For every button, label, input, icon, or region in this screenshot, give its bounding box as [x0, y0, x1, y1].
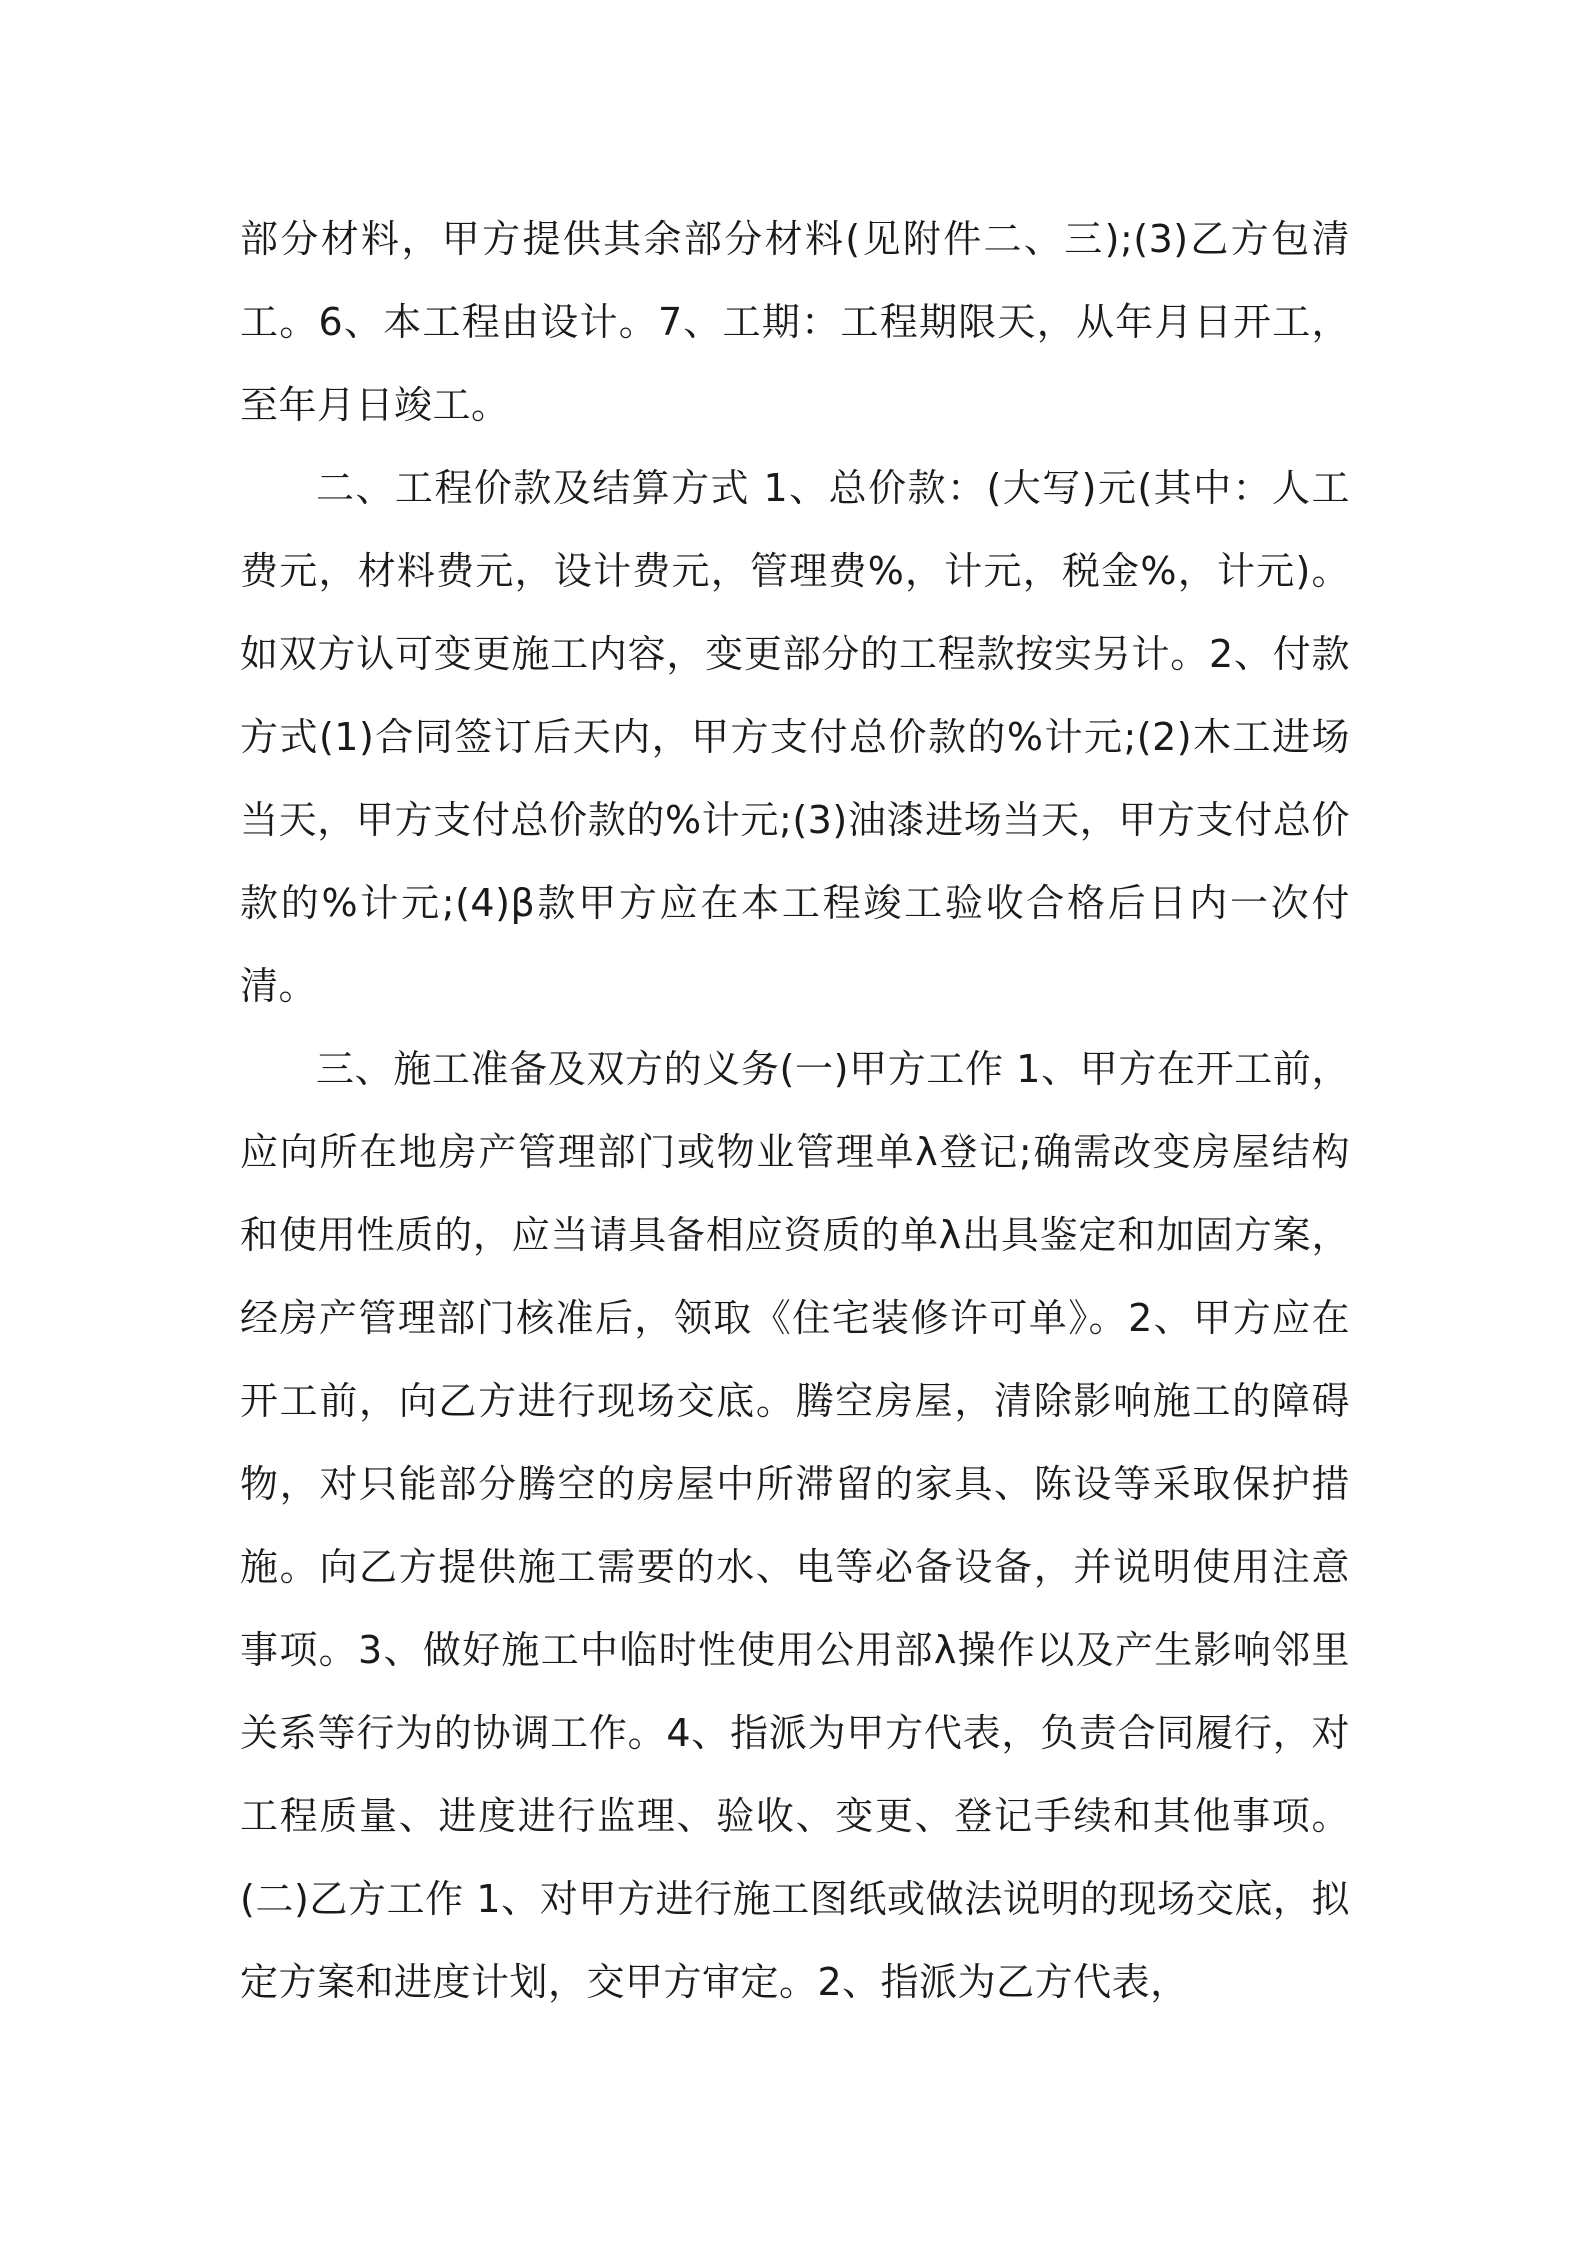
paragraph-materials-schedule: 部分材料，甲方提供其余部分材料(见附件二、三);(3)乙方包清工。6、本工程由设计。7、工期：工程期限天，从年月日开工，至年月日竣工。 [240, 217, 1350, 427]
paragraph-price-settlement: 二、工程价款及结算方式 1、总价款：(大写)元(其中：人工费元，材料费元，设计费元，管理费%，计元，税金%，计元)。如双方认可变更施工内容，变更部分的工程款按实另计。2、付款方式(1)合同签订后天内，甲方支付总价款的%计元;(2)木工进场当天，甲方支付总价款的%计元;(3)油漆进场当天，甲方支付总价款的%计元;(4)β款甲方应在本工程竣工验收合格后日内一次付清。 [240, 466, 1350, 1008]
document-body [240, 198, 1350, 2024]
paragraph-preparation-obligations: 三、施工准备及双方的义务(一)甲方工作 1、甲方在开工前，应向所在地房产管理部门或物业管理单λ登记;确需改变房屋结构和使用性质的，应当请具备相应资质的单λ出具鉴定和加固方案，经房产管理部门核准后，领取《住宅装修许可单》。2、甲方应在开工前，向乙方进行现场交底。腾空房屋，清除影响施工的障碍物，对只能部分腾空的房屋中所滞留的家具、陈设等采取保护措施。向乙方提供施工需要的水、电等必备设备，并说明使用注意事项。3、做好施工中临时性使用公用部λ操作以及产生影响邻里关系等行为的协调工作。4、指派为甲方代表，负责合同履行，对工程质量、进度进行监理、验收、变更、登记手续和其他事项。(二)乙方工作 1、对甲方进行施工图纸或做法说明的现场交底，拟定方案和进度计划，交甲方审定。2、指派为乙方代表， [240, 1047, 1350, 2004]
